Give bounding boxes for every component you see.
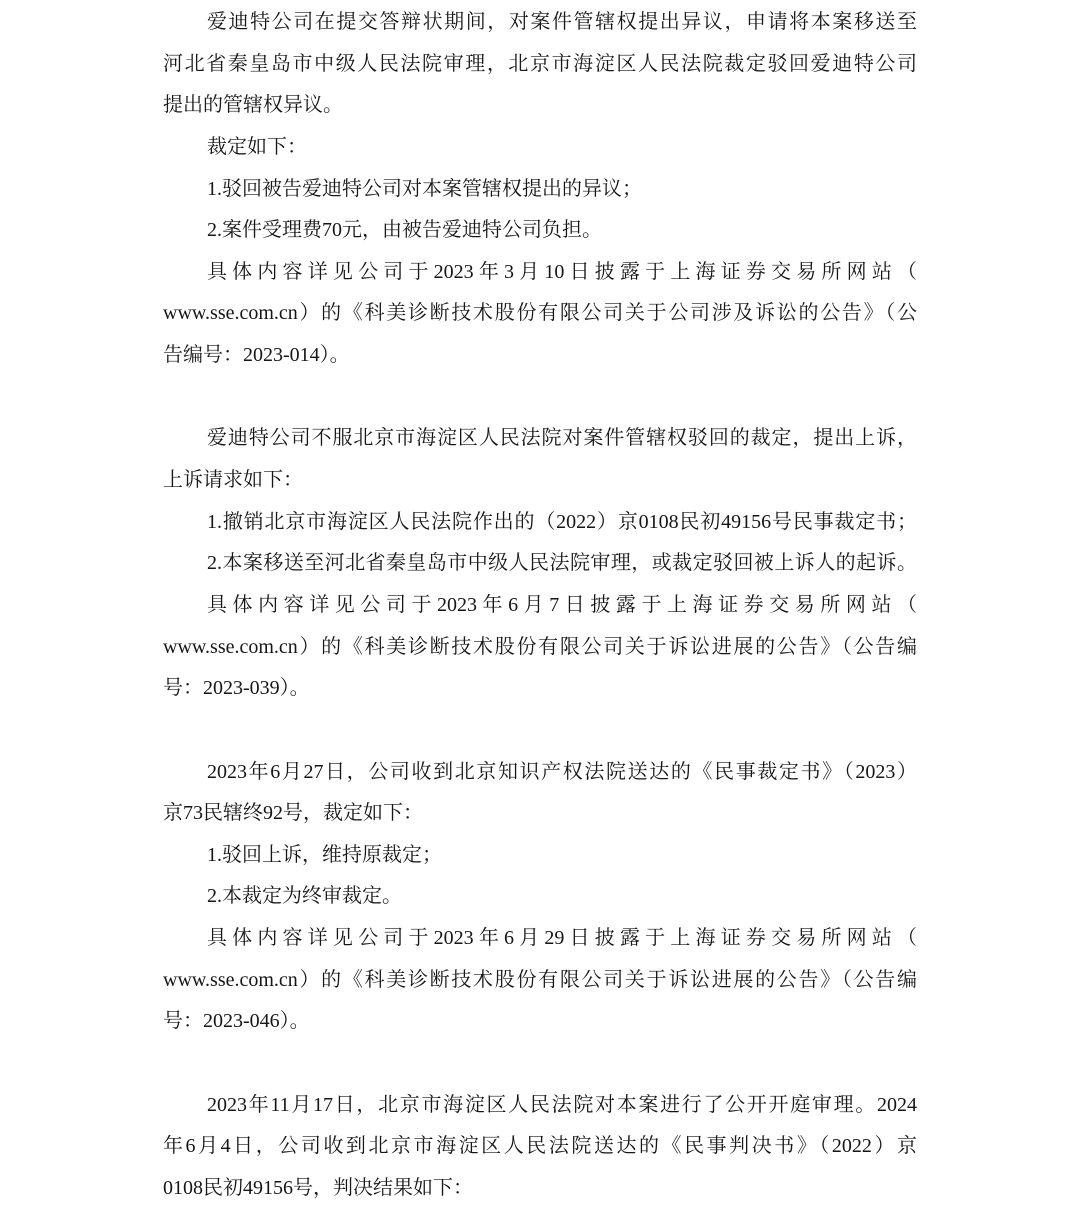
document-line: 2.本案移送至河北省秦皇岛市中级人民法院审理，或裁定驳回被上诉人的起诉。 bbox=[207, 552, 917, 575]
document-line: 2.案件受理费70元，由被告爱迪特公司负担。 bbox=[207, 219, 602, 242]
document-line: 1.驳回上诉，维持原裁定； bbox=[207, 843, 442, 866]
blank-line bbox=[163, 710, 917, 752]
document-line: 具体内容详见公司于2023年6月7日披露于上海证券交易所网站（ bbox=[207, 593, 917, 616]
document-text-block bbox=[163, 2, 917, 1210]
document-line: www.sse.com.cn）的《科美诊断技术股份有限公司关于诉讼进展的公告》（公告编 bbox=[163, 968, 917, 991]
document-line: 2.本裁定为终审裁定。 bbox=[207, 885, 402, 908]
document-line: 告编号：2023-014）。 bbox=[163, 344, 350, 367]
document-line: 2023年11月17日，北京市海淀区人民法院对本案进行了公开开庭审理。2024 bbox=[207, 1093, 917, 1116]
document-line: 京73民辖终92号，裁定如下： bbox=[163, 802, 423, 825]
document-line: 具体内容详见公司于2023年3月10日披露于上海证券交易所网站（ bbox=[207, 260, 917, 283]
blank-line bbox=[163, 1043, 917, 1085]
document-line: 1.驳回被告爱迪特公司对本案管辖权提出的异议； bbox=[207, 177, 642, 200]
document-line: 1.撤销北京市海淀区人民法院作出的（2022）京0108民初49156号民事裁定书； bbox=[207, 510, 917, 533]
document-line: 爱迪特公司在提交答辩状期间，对案件管辖权提出异议，申请将本案移送至 bbox=[207, 11, 917, 33]
document-line: 年6月4日，公司收到北京市海淀区人民法院送达的《民事判决书》（2022）京 bbox=[163, 1135, 917, 1158]
document-line: 号：2023-039）。 bbox=[163, 677, 310, 700]
document-line: 号：2023-046）。 bbox=[163, 1010, 310, 1033]
document-line: 0108民初49156号，判决结果如下： bbox=[163, 1176, 473, 1199]
document-line: 2023年6月27日，公司收到北京知识产权法院送达的《民事裁定书》（2023） bbox=[207, 760, 917, 783]
document-line: 河北省秦皇岛市中级人民法院审理，北京市海淀区人民法院裁定驳回爱迪特公司 bbox=[163, 52, 917, 75]
document-line: www.sse.com.cn）的《科美诊断技术股份有限公司关于公司涉及诉讼的公告》（公 bbox=[163, 302, 917, 325]
document-line: 上诉请求如下： bbox=[163, 469, 303, 492]
document-line: 提出的管辖权异议。 bbox=[163, 94, 343, 117]
document-line: www.sse.com.cn）的《科美诊断技术股份有限公司关于诉讼进展的公告》（公告编 bbox=[163, 635, 917, 658]
document-line: 具体内容详见公司于2023年6月29日披露于上海证券交易所网站（ bbox=[207, 927, 917, 950]
blank-line bbox=[163, 377, 917, 419]
document-line: 裁定如下： bbox=[207, 135, 307, 158]
document-line: 爱迪特公司不服北京市海淀区人民法院对案件管辖权驳回的裁定，提出上诉， bbox=[207, 427, 917, 450]
